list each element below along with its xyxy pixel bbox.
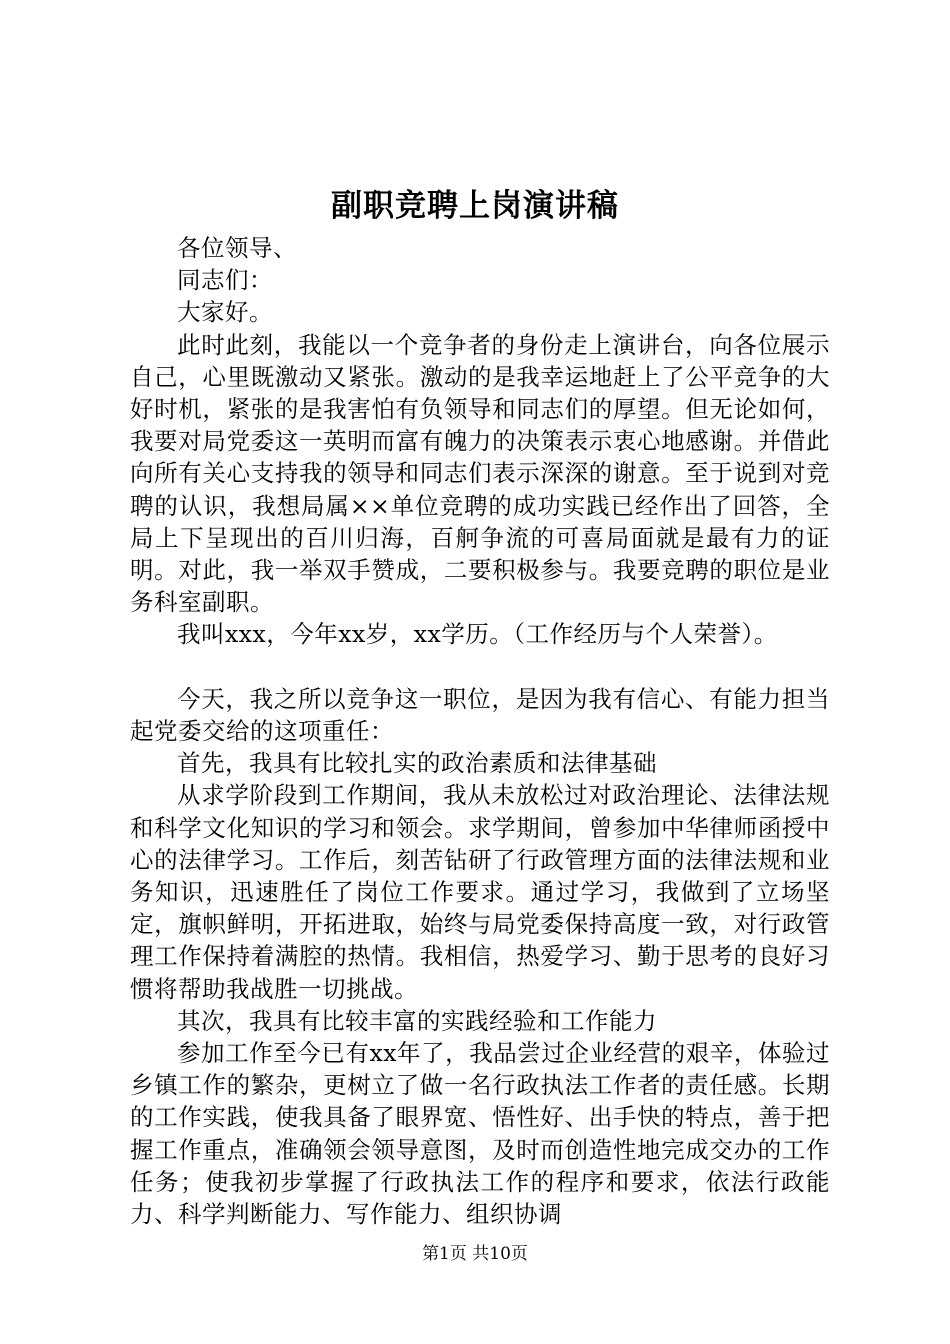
document-body [130, 232, 830, 1230]
paragraph-second-point: 参加工作至今已有xx年了，我品尝过企业经营的艰辛，体验过乡镇工作的繁杂，更树立了做一名行政执法工作者的责任感。长期的工作实践，使我具备了眼界宽、悟性好、出手快的特点，善于把握工作重点，准确领会领导意图，及时而创造性地完成交办的工作任务；使我初步掌握了行政执法工作的程序和要求，依法行政能力、科学判断能力、写作能力、组织协调 [130, 1039, 830, 1229]
salutation-comrades: 同志们： [177, 266, 273, 295]
greeting: 大家好。 [177, 298, 273, 327]
paragraph-reason: 今天，我之所以竞争这一职位，是因为我有信心、有能力担当起党委交给的这项重任： [130, 684, 830, 746]
heading-first-point: 首先，我具有比较扎实的政治素质和法律基础 [177, 749, 657, 778]
document-title: 副职竞聘上岗演讲稿 [331, 188, 619, 224]
page-footer: 第1页 共10页 [422, 1244, 528, 1264]
paragraph-self-intro: 我叫xxx，今年xx岁，xx学历。（工作经历与个人荣誉）。 [177, 620, 778, 649]
salutation-leaders: 各位领导、 [177, 234, 297, 262]
paragraph-intro: 此时此刻，我能以一个竞争者的身份走上演讲台，向各位展示自己，心里既激动又紧张。激动的是我幸运地赶上了公平竞争的大好时机，紧张的是我害怕有负领导和同志们的厚望。但无论如何，我要对局党委这一英明而富有魄力的决策表示衷心地感谢。并借此向所有关心支持我的领导和同志们表示深深的谢意。至于说到对竞聘的认识，我想局属××单位竞聘的成功实践已经作出了回答，全局上下呈现出的百川归海，百舸争流的可喜局面就是最有力的证明。对此，我一举双手赞成，二要积极参与。我要竞聘的职位是业务科室副职。 [130, 330, 830, 617]
blank-line [130, 651, 830, 683]
heading-second-point: 其次，我具有比较丰富的实践经验和工作能力 [177, 1006, 657, 1035]
paragraph-first-point: 从求学阶段到工作期间，我从未放松过对政治理论、法律法规和科学文化知识的学习和领会。求学期间，曾参加中华律师函授中心的法律学习。工作后，刻苦钻研了行政管理方面的法律法规和业务知识，迅速胜任了岗位工作要求。通过学习，我做到了立场坚定，旗帜鲜明，开拓进取，始终与局党委保持高度一致，对行政管理工作保持着满腔的热情。我相信，热爱学习、勤于思考的良好习惯将帮助我战胜一切挑战。 [130, 781, 830, 1003]
